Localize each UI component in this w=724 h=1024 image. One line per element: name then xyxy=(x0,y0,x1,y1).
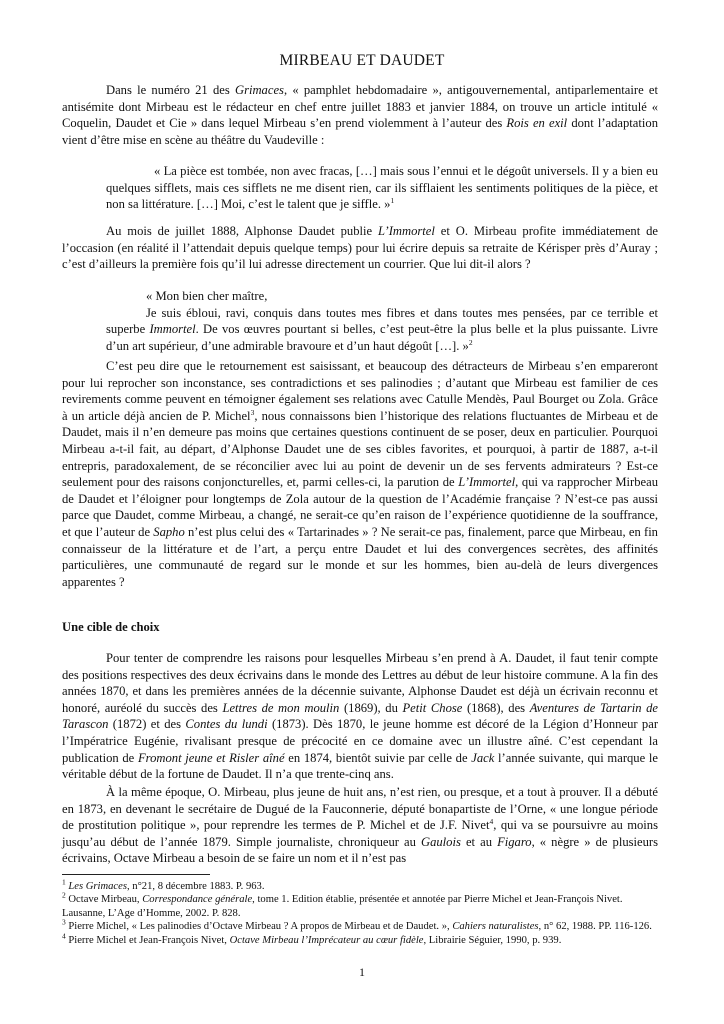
newspaper-title: Figaro xyxy=(497,834,532,849)
text: Au mois de juillet 1888, Alphonse Daudet publie xyxy=(106,224,378,238)
title-grimaces: Grimaces xyxy=(234,83,284,97)
text: , « nègre » de plusieurs écrivains, Octave Mirbeau a besoin de se faire un nom et il n’est pas xyxy=(62,834,659,866)
text: n’est plus celui des « Tartarinades » ? Ne serait-ce pas, finalement, parce que Mirbeau, en fin connaisseur de la littérature et de l’art, a perçu entre Daudet et lui des convergences secrètes, des affinités particulières, une communauté de regard sur le monde et sur les hommes, bien au-delà de leurs divergences apparentes ? xyxy=(62,524,658,589)
footnote-number: 2 xyxy=(62,890,66,900)
section-heading xyxy=(62,619,658,636)
footnote-3 xyxy=(62,917,658,933)
title-rois-en-exil: Rois en exil xyxy=(506,116,568,131)
section-title: Une cible de choix xyxy=(62,620,160,634)
text: Correspondance générale xyxy=(142,894,253,906)
blockquote-1 xyxy=(62,163,658,213)
text: , qui va rapprocher Mirbeau de Daudet et l’éloigner pour longtemps de Zola autour de la question de l’Académie française ? N’est-ce pas aussi parce que Daudet, comme Mirbeau, a changé, ne serait-ce qu’en raison de l’expérience quotidienne de la souffrance, et que l’auteur de xyxy=(62,475,658,539)
footnote-ref-2[interactable]: 2 xyxy=(468,337,473,347)
quote-line: . De vos œuvres pourtant si belles, c’est peut-être la plus belle et la plus puissante. Livre d’un art supérieur, d’une admirable bravoure et d’un haut dégoût […]. » xyxy=(106,322,658,353)
paragraph-2 xyxy=(62,223,658,273)
page-number: 1 xyxy=(359,965,365,979)
quote-text: « La pièce est tombée, non avec fracas, […] mais sous l’ennui et le dégoût universels. Il y a bien eu quelques sifflets, mais ces sifflets ne me disent rien, car ils sifflaient les sentiments politiques de la pièce, et non sa littérature. […] Moi, c’est le talent que je siffle. » xyxy=(106,164,658,212)
text: et O. Mirbeau profite immédiatement de l’occasion (en réalité il l’attendait depuis quelque temps) pour lui écrire depuis sa retraite de Kérisper près d’Auray ; c’est d’ailleurs la première fois qu’il lui adresse directement un courrier. Que lui dit-il alors ? xyxy=(62,224,658,272)
text: dont l’adaptation vient d’être mise en scène au théâtre du Vaudeville : xyxy=(62,116,658,147)
footnote-ref-1[interactable]: 1 xyxy=(390,196,395,205)
text: (1873). Dès 1870, le jeune homme est décoré de la Légion d’Honneur par l’Impératrice Eugénie, rivalisant presque de précocité en ce domaine avec un illustre aîné. C’est cependant la publication de xyxy=(62,717,659,765)
document-title: MIRBEAU ET DAUDET xyxy=(279,52,445,69)
quote-line: Je suis ébloui, ravi, conquis dans toutes mes fibres et dans toutes mes pensées, par ce terrible et superbe xyxy=(106,305,658,337)
text: en 1874, bientôt suivie par celle de xyxy=(284,750,472,765)
book-title: Aventures de Tartarin de Tarascon xyxy=(62,700,659,732)
text: Les Grimaces xyxy=(68,881,127,892)
newspaper-title: Gaulois xyxy=(420,834,461,849)
footnote-number: 4 xyxy=(62,931,66,941)
book-title: Contes du lundi xyxy=(185,717,268,732)
title-sapho: Sapho xyxy=(153,524,185,539)
text: Octave Mirbeau, xyxy=(65,894,143,906)
book-title: Fromont jeune et Risler aîné xyxy=(137,750,285,765)
text: À la même époque, O. Mirbeau, plus jeune de huit ans, n’est rien, ou presque, et a tout à prouver. Il a débuté en 1873, en devenant le secrétaire de Dugué de la Fauconnerie, député bonapartiste de l’Orne, « une longue période de prostitution politique », pour reprendre les termes de P. Michel et de J.F. Nivet xyxy=(62,785,658,833)
footnotes xyxy=(62,877,658,947)
text: (1868), des xyxy=(462,700,530,715)
text: l’année suivante, qui marque le véritable début de la fortune de Daudet. Il n’a que trente-cinq ans. xyxy=(62,750,658,782)
text: , n° 62, 1988. PP. 116-126. xyxy=(538,921,652,933)
footnote-divider xyxy=(62,874,210,875)
text: Pour tenter de comprendre les raisons pour lesquelles Mirbeau s’en prend à A. Daudet, il faut tenir compte des positions respectives des deux écrivains dans le monde des Lettres au début de leur histoire commune. A la fin des années 1870, et dans les premières années de la décennie suivante, Alphonse Daudet est déjà un écrivain reconnu et honoré, auréolé du succès des xyxy=(62,651,658,715)
text: et au xyxy=(460,834,498,849)
text: C’est peu dire que le retournement est saisissant, et beaucoup des détracteurs de Mirbeau s’en empareront pour lui reprocher son inconstance, ses contradictions et ses palinodies ; d’autant que Mirbeau est familier de ces revirements comme peuvent en témoigner également ses relations avec Catulle Mendès, Paul Bourget ou Zola. Grâce à un article déjà ancien de P. Michel xyxy=(62,359,658,423)
text: , Librairie Séguier, 1990, p. 939. xyxy=(423,934,562,946)
text: Dans le numéro 21 des xyxy=(106,83,235,97)
quote-line: « Mon bien cher maître, xyxy=(146,289,268,303)
text: Pierre Michel et Jean-François Nivet, xyxy=(65,934,230,946)
text: Cahiers naturalistes xyxy=(452,921,539,933)
book-title: Jack xyxy=(471,750,495,765)
footnote-number: 1 xyxy=(62,877,66,887)
footnote-number: 3 xyxy=(62,917,66,927)
title-immortel: L’Immortel xyxy=(458,475,516,490)
text: , nous connaissons bien l’historique des relations fluctuantes de Mirbeau et de Daudet, mais il n’en demeure pas moins que certaines questions continuent de se poser, deux en particulier. Pourquoi Mirbeau a-t-il fait, au départ, d’Alphonse Daudet une de ses cibles favorites, et pourquoi, à partir de 1887, a-t-il entrepris, paradoxalement, de se réconcilier avec lui au point de devenir un de ses fervents admirateurs ? Est-ce seulement pour des raisons conjoncturelles, et, parmi celles-ci, la parution de xyxy=(62,408,658,490)
blockquote-2 xyxy=(62,288,658,354)
quote-salutation xyxy=(106,288,658,305)
paragraph-4 xyxy=(62,650,658,783)
text: , « pamphlet hebdomadaire », antigouvernemental, antiparlementaire et antisémite dont Mirbeau est le rédacteur en chef entre juillet 1883 et janvier 1884, on trouve un article intitulé « Coquelin, Daudet et Cie » dans lequel Mirbeau s’en prend violemment à l’auteur des xyxy=(62,83,658,131)
paragraph-3 xyxy=(62,358,658,590)
paragraph-5 xyxy=(62,784,658,867)
paragraph-intro xyxy=(62,82,658,148)
book-title: Petit Chose xyxy=(402,700,463,715)
text: , qui va se poursuivre au moins jusqu’au début de l’année 1879. Simple journaliste, chroniqueur au xyxy=(62,818,659,849)
title-immortel: L’Immortel xyxy=(377,224,435,238)
footnote-ref-3[interactable]: 3 xyxy=(250,407,255,417)
footnote-4 xyxy=(62,931,658,947)
book-title: Lettres de mon moulin xyxy=(222,700,340,715)
text: (1872) et des xyxy=(108,717,186,732)
text: , n°21, 8 décembre 1883. P. 963. xyxy=(126,881,265,892)
footnote-2 xyxy=(62,890,658,920)
title-immortel: Immortel xyxy=(149,322,196,337)
footnote-1 xyxy=(62,877,658,893)
text: Octave Mirbeau l’Imprécateur au cœur fidèle xyxy=(229,934,424,946)
text: (1869), du xyxy=(339,700,403,715)
footnote-ref-4[interactable]: 4 xyxy=(489,817,494,826)
text: Pierre Michel, « Les palinodies d’Octave Mirbeau ? A propos de Mirbeau et de Daudet. », xyxy=(65,921,453,933)
text: , tome 1. Edition établie, présentée et annotée par Pierre Michel et Jean-François Nivet. Lausanne, L’Age d’Homme, 2002. P. 828. xyxy=(62,894,623,919)
